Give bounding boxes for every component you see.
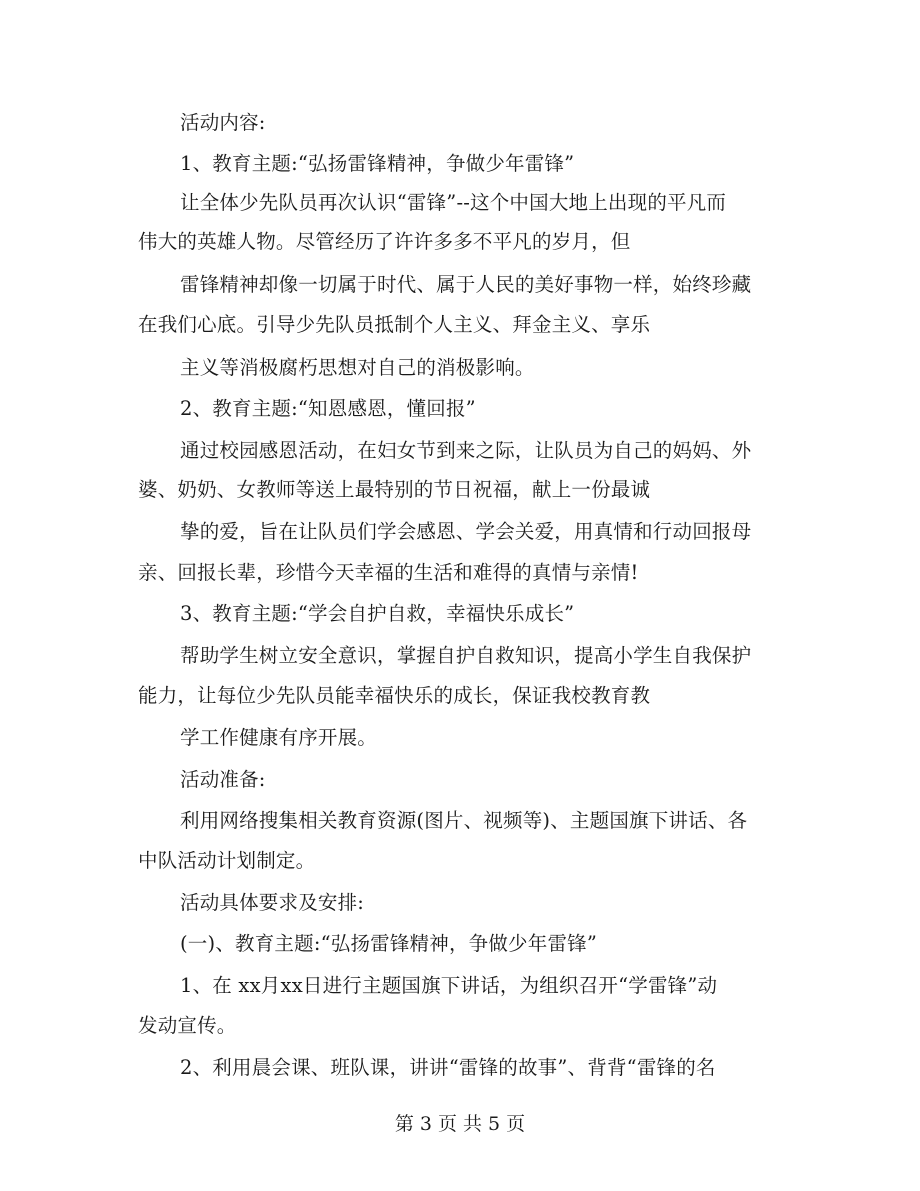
- text-line: 学工作健康有序开展。: [180, 726, 378, 749]
- text-line: 伟大的英雄人物。尽管经历了许许多多不平凡的岁月，但: [138, 230, 631, 253]
- text-line: 发动宣传。: [138, 1014, 237, 1037]
- text-line: 利用网络搜集相关教育资源(图片、视频等)、主题国旗下讲话、各: [180, 809, 748, 832]
- text-line: 亲、回报长辈，珍惜今天幸福的生活和难得的真情与亲情!: [138, 561, 639, 584]
- text-line: 帮助学生树立安全意识，掌握自护自救知识，提高小学生自我保护: [180, 644, 752, 667]
- text-line: 2、教育主题:“知恩感恩，懂回报”: [180, 397, 476, 420]
- text-line: 1、教育主题:“弘扬雷锋精神，争做少年雷锋”: [180, 152, 575, 175]
- text-line: 在我们心底。引导少先队员抵制个人主义、拜金主义、享乐: [138, 313, 651, 336]
- text-line: 让全体少先队员再次认识“雷锋”--这个中国大地上出现的平凡而: [180, 191, 727, 214]
- text-line: (一)、教育主题:“弘扬雷锋精神，争做少年雷锋”: [180, 932, 598, 955]
- text-line: 通过校园感恩活动，在妇女节到来之际，让队员为自己的妈妈、外: [180, 439, 752, 462]
- text-line: 活动具体要求及安排:: [180, 891, 365, 914]
- text-line: 婆、奶奶、女教师等送上最特别的节日祝福，献上一份最诚: [138, 478, 651, 501]
- page-number-footer: 第 3 页 共 5 页: [394, 1113, 526, 1135]
- text-line: 主义等消极腐朽思想对自己的消极影响。: [180, 356, 535, 379]
- text-line: 1、在 xx月xx日进行主题国旗下讲话，为组织召开“学雷锋”动: [180, 974, 718, 997]
- text-line: 活动内容:: [180, 111, 266, 134]
- text-line: 雷锋精神却像一切属于时代、属于人民的美好事物一样，始终珍藏: [180, 273, 752, 296]
- text-line: 能力，让每位少先队员能幸福快乐的成长，保证我校教育教: [138, 684, 651, 707]
- text-line: 2、利用晨会课、班队课，讲讲“雷锋的故事”、背背“雷锋的名: [180, 1056, 716, 1079]
- text-line: 中队活动计划制定。: [138, 849, 316, 872]
- text-line: 3、教育主题:“学会自护自救，幸福快乐成长”: [180, 602, 575, 625]
- text-line: 挚的爱，旨在让队员们学会感恩、学会关爱，用真情和行动回报母: [180, 520, 752, 543]
- text-line: 活动准备:: [180, 768, 266, 791]
